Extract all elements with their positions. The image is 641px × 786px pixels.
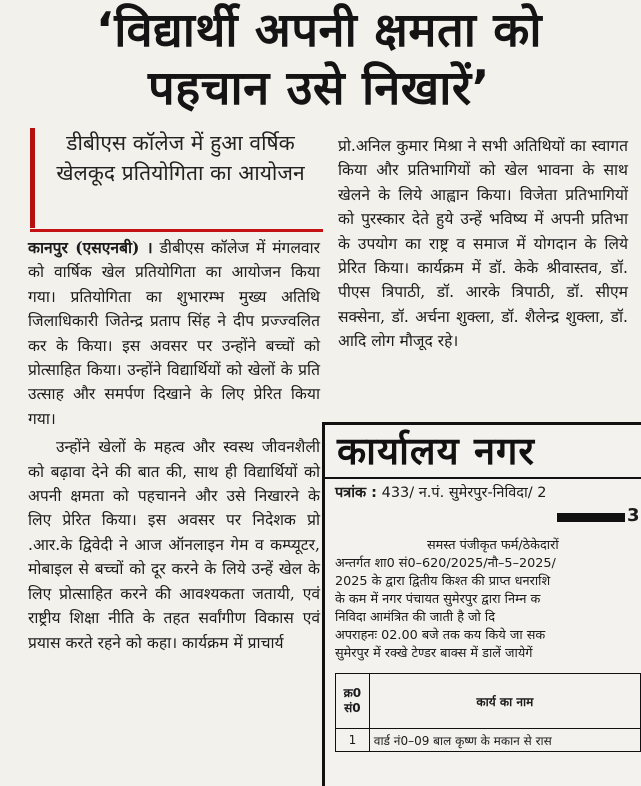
notice-line: अन्तर्गत शा0 सं0–620/2025/नौ–5–2025/ xyxy=(335,556,556,571)
article-column-1 xyxy=(28,236,320,655)
paragraph-1-text: डीबीएस कॉलेज में मंगलवार को वार्षिक खेल प्रतियोगिता का आयोजन किया गया। प्रतियोगिता का शुभारम्भ मुख्य अतिथि जिलाधिकारी जितेन्द्र प्रताप सिंह ने दीप प्रज्ज्वलित कर के किया। इस अवसर पर उन्होंने बच्चों को प्रोत्साहित किया। उन्होंने विद्यार्थियों को खेलों के प्रति उत्साह और समर्पण दिखाने के लिए प्रेरित किया गया। xyxy=(28,239,320,428)
headline-line-1: ‘विद्यार्थी अपनी क्षमता को xyxy=(95,3,543,58)
column-header-serial: क्र0 सं0 xyxy=(336,674,370,729)
row-serial: 1 xyxy=(336,729,370,752)
works-table xyxy=(335,673,641,752)
notice-line: समस्त पंजीकृत फर्म/ठेकेदारों xyxy=(427,538,559,553)
article-column-2 xyxy=(338,134,628,354)
row-work-name: वार्ड नं0–09 बाल कृष्ण के मकान से रास xyxy=(369,729,640,752)
notice-digit: 3 xyxy=(627,505,640,526)
notice-line: के कम में नगर पंचायत सुमेरपुर द्वारा निम्न क xyxy=(335,592,541,607)
column-header-work-name: कार्य का नाम xyxy=(369,674,640,729)
dateline: कानपुर (एसएनबी) । xyxy=(28,238,153,257)
table-row xyxy=(336,729,641,752)
black-bar xyxy=(557,513,625,522)
table-header-row xyxy=(336,674,641,729)
article-paragraph-1 xyxy=(28,236,320,431)
notice-line: 2025 के द्वारा द्वितीय किश्त की प्राप्त धनराशि xyxy=(335,574,551,589)
notice-reference xyxy=(325,481,641,505)
notice-line: निविदा आमंत्रित की जाती है जो दि xyxy=(335,610,496,625)
notice-bar-row xyxy=(325,505,641,527)
notice-body xyxy=(325,537,641,663)
subheadline: डीबीएस कॉलेज में हुआ वर्षिक खेलकूद प्रतियोगिता का आयोजन xyxy=(30,128,320,228)
reference-value: 433/ न.पं. सुमेरपुर-निविदा/ 2 xyxy=(376,485,547,501)
headline xyxy=(0,0,638,118)
subhead-red-rule xyxy=(30,229,323,232)
notice-line: अपराहनः 02.00 बजे तक कय किये जा सक xyxy=(335,628,546,643)
article-paragraph-3: प्रो.अनिल कुमार मिश्रा ने सभी अतिथियों का स्वागत किया और प्रतिभागियों को खेल भावना के साथ खेलने के लिये आह्वान किया। विजेता प्रतिभागियों को पुरस्कार देते हुये उन्हें भविष्य में अपनी प्रतिभा के उपयोग का राष्ट्र व समाज में योगदान के लिये प्रेरित किया। कार्यक्रम में डॉ. केके श्रीवास्तव, डॉ. पीएस त्रिपाठी, डॉ. आरके त्रिपाठी, डॉ. सीएम सक्सेना, डॉ. अर्चना शुक्ला, डॉ. शैलेन्द्र शुक्ला, डॉ. आदि लोग मौजूद रहे। xyxy=(338,137,628,351)
notice-banner: कार्यालय नगर xyxy=(325,425,641,479)
reference-label: पत्रांक : xyxy=(335,485,377,501)
article-paragraph-2: उन्होंने खेलों के महत्व और स्वस्थ जीवनशैली को बढ़ावा देने की बात की, साथ ही विद्यार्थियों को अपनी क्षमता को पहचानने और उसे निखारने के लिए प्रेरित किया। इस अवसर पर निदेशक प्रो .आर.के द्विवेदी ने आज ऑनलाइन गेम व कम्प्यूटर, मोबाइल से बच्चों को दूर करने के लिये उन्हें खेल के लिए प्रोत्साहित करने की आवश्यकता जतायी, एवं राष्ट्रीय शिक्षा नीति के तहत सर्वांगीण विकास एवं प्रयास करते रहने को कहा। कार्यक्रम में प्राचार्य xyxy=(28,438,320,652)
notice-line: सुमेरपुर में रक्खे टेण्डर बाक्स में डालें जायेगें xyxy=(335,646,533,661)
tender-notice xyxy=(322,422,641,786)
headline-line-2: पहचान उसे निखारें’ xyxy=(148,61,490,116)
